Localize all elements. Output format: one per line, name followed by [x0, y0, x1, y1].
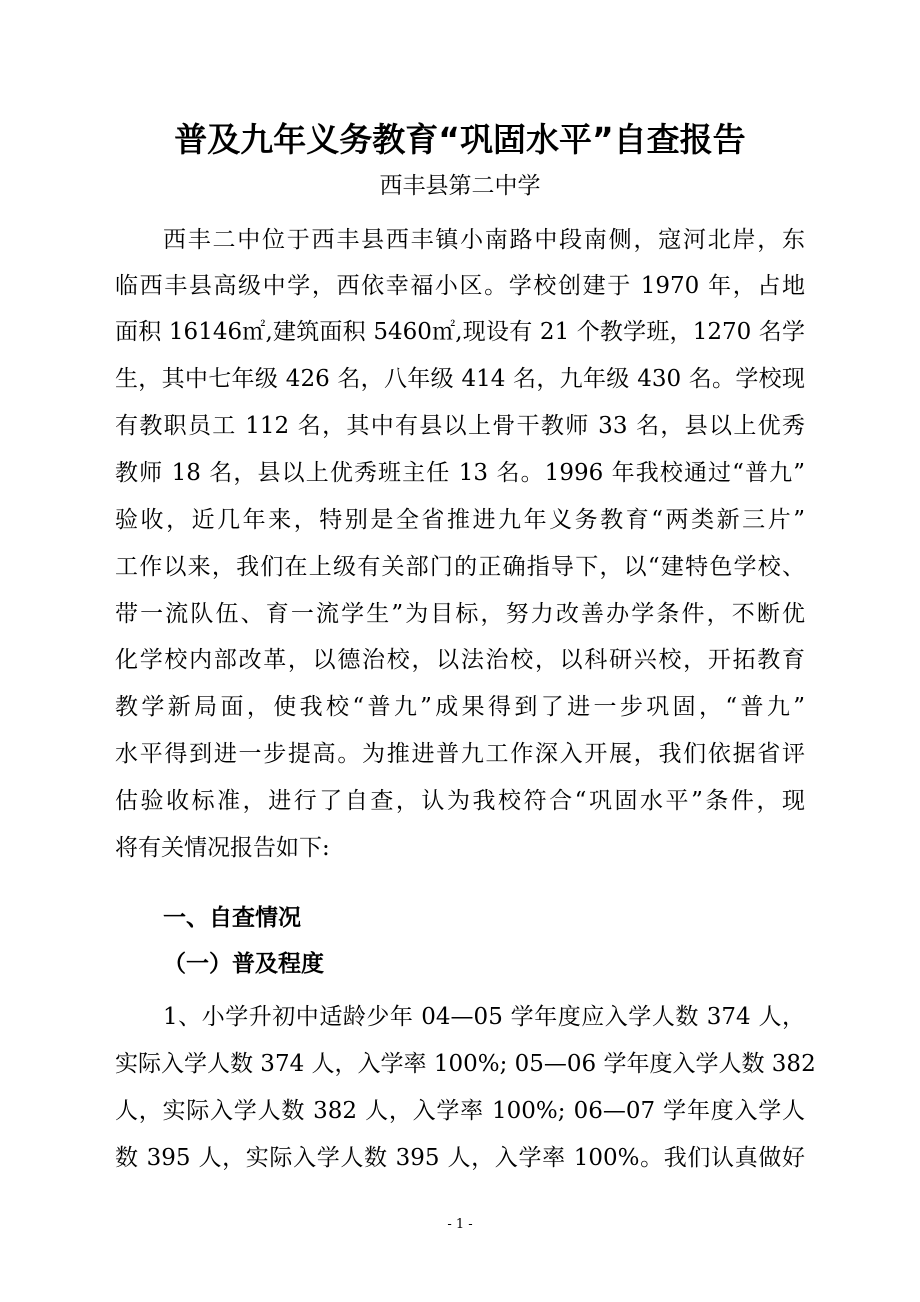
document-subtitle: 西丰县第二中学 [379, 173, 541, 199]
text-line: 面积 16146㎡,建筑面积 5460㎡,现设有 21 个教学班，1270 名学 [115, 319, 805, 345]
text-line: 西丰二中位于西丰县西丰镇小南路中段南侧，寇河北岸，东 [163, 227, 805, 253]
text-line: 教师 18 名，县以上优秀班主任 13 名。1996 年我校通过“普九” [115, 460, 805, 486]
text-line: 1、小学升初中适龄少年 04—05 学年度应入学人数 374 人， [163, 1004, 805, 1030]
text-line: 实际入学人数 374 人，入学率 100%; 05—06 学年度入学人数 382 [115, 1051, 816, 1077]
text-line: 教学新局面，使我校“普九”成果得到了进一步巩固，“普九” [115, 694, 805, 720]
text-line: 数 395 人，实际入学人数 395 人，入学率 100%。我们认真做好 [115, 1145, 805, 1171]
page-number: - 1 - [447, 1217, 473, 1232]
text-line: 生，其中七年级 426 名，八年级 414 名，九年级 430 名。学校现 [115, 366, 805, 392]
text-line: 有教职员工 112 名，其中有县以上骨干教师 33 名，县以上优秀 [115, 413, 805, 439]
subsection-heading: （一）普及程度 [163, 951, 324, 977]
section-heading: 一、自查情况 [163, 905, 301, 931]
document-title: 普及九年义务教育“巩固水平”自查报告 [174, 120, 746, 159]
text-line: 临西丰县高级中学，西依幸福小区。学校创建于 1970 年，占地 [115, 273, 805, 299]
text-line: 水平得到进一步提高。为推进普九工作深入开展，我们依据省评 [115, 741, 805, 767]
text-line: 带一流队伍、育一流学生”为目标，努力改善办学条件，不断优 [115, 601, 805, 627]
text-line: 估验收标准，进行了自查，认为我校符合“巩固水平”条件，现 [115, 788, 805, 814]
text-line: 验收，近几年来，特别是全省推进九年义务教育“两类新三片” [115, 507, 805, 533]
text-line: 化学校内部改革，以德治校，以法治校，以科研兴校，开拓教育 [115, 647, 805, 673]
text-line: 将有关情况报告如下: [115, 835, 330, 861]
text-line: 人，实际入学人数 382 人，入学率 100%; 06—07 学年度入学人 [115, 1098, 805, 1124]
text-line: 工作以来，我们在上级有关部门的正确指导下，以“建特色学校、 [115, 554, 805, 580]
